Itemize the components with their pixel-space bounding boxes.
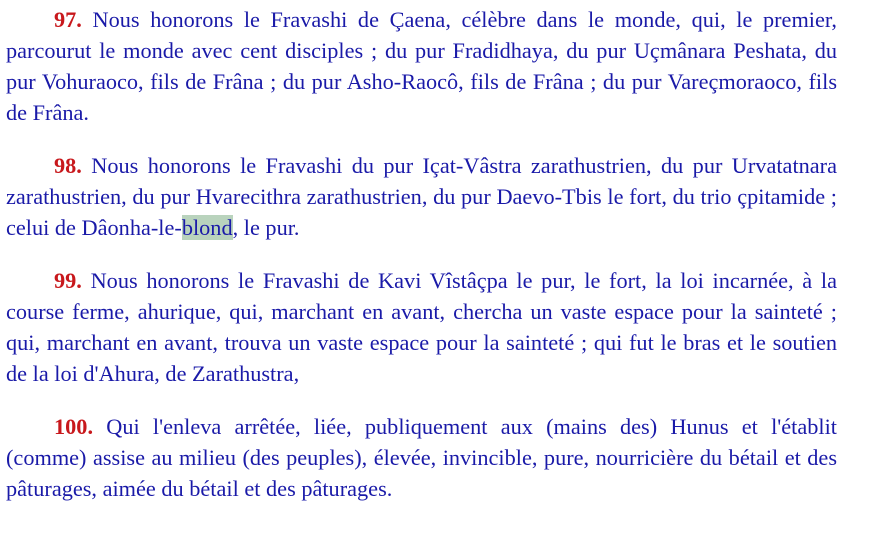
paragraph-98 — [6, 150, 837, 243]
paragraph-99 — [6, 265, 837, 389]
verse-number: 99. — [54, 268, 82, 293]
verse-text: Qui l'enleva arrêtée, liée, publiquement aux (mains des) Hunus et l'établit (comme) assise au milieu (des peuples), élevée, invincible, pure, nourricière du bétail et des pâturages, aimée du bétail et des pâturages. — [6, 414, 837, 501]
verse-number: 98. — [54, 153, 82, 178]
verse-text: Nous honorons le Fravashi de Kavi Vîstâçpa le pur, le fort, la loi incarnée, à la course ferme, ahurique, qui, marchant en avant, chercha un vaste espace pour la sainteté ; qui, marchant en avant, trouva un vaste espace pour la sainteté ; qui fut le bras et le soutien de la loi d'Ahura, de Zarathustra, — [6, 268, 837, 386]
verse-text: Nous honorons le Fravashi de Çaena, célèbre dans le monde, qui, le premier, parcourut le monde avec cent disciples ; du pur Fradidhaya, du pur Uçmânara Peshata, du pur Vohuraoco, fils de Frâna ; du pur Asho-Raocô, fils de Frâna ; du pur Vareçmoraoco, fils de Frâna. — [6, 7, 837, 125]
verse-number: 100. — [54, 414, 94, 439]
paragraph-97 — [6, 4, 837, 128]
highlighted-word[interactable]: blond — [181, 215, 233, 240]
verse-text-end: , le pur. — [232, 215, 300, 240]
document-body — [6, 4, 837, 526]
verse-number: 97. — [54, 7, 82, 32]
verse-text: Nous honorons le Fravashi du pur Içat-Vâstra zarathustrien, du pur Urvatatnara zarathustrien, du pur Hvarecithra zarathustrien, du pur Daevo-Tbis le fort, du trio çpitamide ; celui de Dâonha-le- — [6, 153, 838, 240]
paragraph-100 — [6, 411, 837, 504]
